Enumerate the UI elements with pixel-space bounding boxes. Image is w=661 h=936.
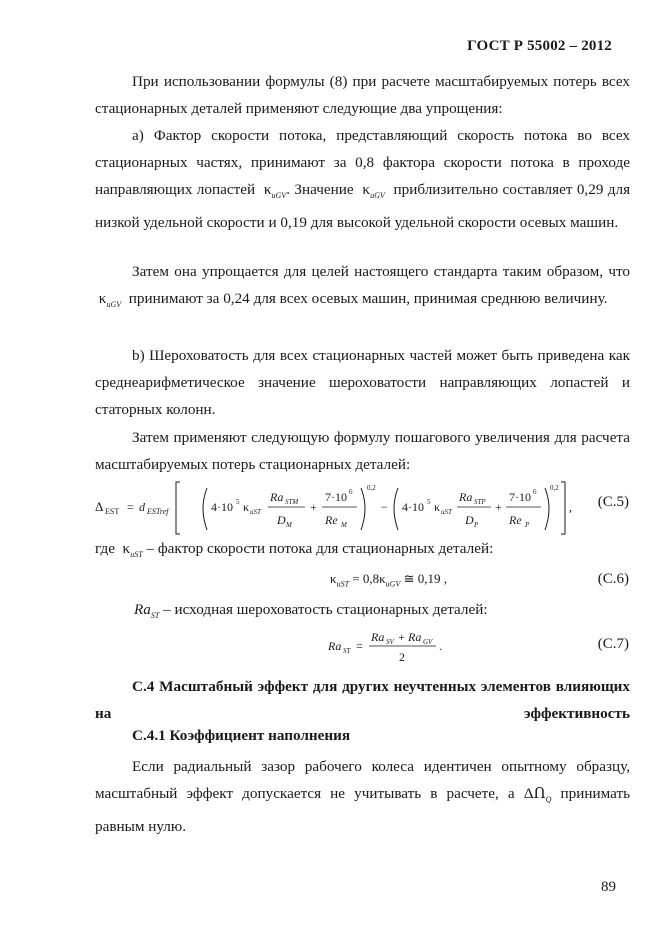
svg-text:SV: SV	[386, 638, 394, 646]
item-a-text-2: . Значение	[286, 181, 354, 198]
item-a-text-3: приблизительно составляет 0,29 для низкой удельной скорости и 0,19 для высокой удельной скорости осевых машин.	[95, 181, 631, 232]
svg-text:Ra: Ra	[270, 490, 284, 504]
svg-text:+: +	[495, 500, 502, 514]
svg-text:M: M	[286, 521, 292, 529]
svg-text:0,2: 0,2	[550, 484, 559, 492]
paragraph-fill-factor: Если радиальный зазор рабочего колеса идентичен опытному образцу, масштабный эффект допускается не учитывать в расчете, а ΔՈ$_Q$ принимать равным нулю.	[95, 758, 631, 836]
svg-text:4·10: 4·10	[211, 500, 233, 514]
svg-text:5: 5	[427, 498, 431, 506]
formula-c6: $\kappa_{uST} = 0,8\kappa_{uGV}$ ≅ 0,19 ,	[330, 571, 447, 589]
svg-text:Ra: Ra	[371, 630, 385, 644]
svg-text:Re: Re	[509, 513, 522, 527]
svg-text:κ: κ	[243, 500, 250, 514]
svg-text:Δ: Δ	[95, 499, 104, 514]
equation-number-c5: (С.5)	[597, 494, 629, 510]
svg-text:Re: Re	[325, 513, 338, 527]
svg-text:D: D	[465, 513, 474, 527]
kappa-ugv-symbol-2: $\kappa_{uGV}$	[362, 181, 385, 201]
page-number: 89	[601, 879, 616, 895]
ra-st-symbol: $Ra_{ST}$	[134, 601, 160, 621]
svg-text:5: 5	[236, 498, 240, 506]
svg-text:EST: EST	[105, 507, 120, 516]
svg-text:Ra: Ra	[459, 490, 473, 504]
simplification-text-1: Затем она упрощается для целей настоящего стандарта таким образом, что	[132, 263, 630, 280]
svg-text:κ: κ	[434, 500, 441, 514]
svg-text:uST: uST	[441, 508, 452, 516]
formula-c5	[95, 478, 575, 540]
definition-ra-st: $Ra_{ST}$ – исходная шероховатость стационарных деталей:	[134, 601, 488, 621]
kappa-ugv-symbol-3: $\kappa_{uGV}$	[98, 290, 122, 310]
svg-text:D: D	[277, 513, 286, 527]
svg-text:P: P	[525, 521, 530, 529]
svg-text:−: −	[381, 500, 388, 514]
svg-text:STP: STP	[474, 498, 486, 506]
svg-text:7·10: 7·10	[325, 490, 347, 504]
simplification-text-2: принимают за 0,24 для всех осевых машин, принимая среднюю величину.	[128, 290, 608, 307]
svg-text:+: +	[310, 500, 317, 514]
svg-text:Ra: Ra	[328, 639, 342, 653]
paragraph-formula-intro: Затем применяют следующую формулу пошагового увеличения для расчета масштабируемых потерь стационарных деталей:	[95, 429, 630, 473]
svg-text:0,2: 0,2	[367, 484, 376, 492]
paragraph-item-b: b) Шероховатость для всех стационарных частей может быть приведена как среднеарифметическое значение шероховатости направляющих лопастей и статорных колонн.	[95, 347, 630, 418]
svg-text:=: =	[127, 500, 134, 514]
svg-text:7·10: 7·10	[509, 490, 531, 504]
svg-text:4·10: 4·10	[402, 500, 424, 514]
svg-text:ST: ST	[343, 647, 351, 655]
svg-text:d: d	[139, 500, 145, 514]
svg-text:Ra: Ra	[408, 630, 422, 644]
equation-number-c6: (С.6)	[597, 571, 629, 587]
svg-text:ESTref: ESTref	[147, 507, 169, 516]
c7-denominator: 2	[399, 650, 405, 664]
svg-text:6: 6	[349, 488, 353, 496]
definition-kappa-ust: где $\kappa_{uST}$ – фактор скорости потока для стационарных деталей:	[95, 540, 494, 560]
svg-text:M: M	[341, 521, 347, 529]
formula-c7	[328, 626, 468, 668]
section-heading-c4: С.4 Масштабный эффект для других неучтенных элементов влияющих на эффективность	[95, 678, 630, 722]
svg-text:P: P	[474, 521, 479, 529]
svg-text:6: 6	[533, 488, 537, 496]
svg-text:GV: GV	[423, 638, 433, 646]
section-heading-c41: С.4.1 Коэффициент наполнения	[132, 727, 351, 744]
paragraph-simplifications-intro: При использовании формулы (8) при расчете масштабируемых потерь всех стационарных деталей применяют следующие два упрощения:	[95, 73, 630, 117]
kappa-ugv-symbol: $\kappa_{uGV}$	[263, 181, 287, 201]
svg-text:uST: uST	[250, 508, 261, 516]
svg-text:=: =	[356, 639, 363, 653]
kappa-ust-symbol: $\kappa_{uST}$	[122, 540, 143, 560]
svg-text:STM: STM	[285, 498, 299, 506]
svg-text:,: ,	[569, 500, 572, 514]
equation-number-c7: (С.7)	[597, 636, 629, 652]
svg-text:+: +	[398, 630, 405, 644]
document-header: ГОСТ Р 55002 – 2012	[467, 38, 612, 54]
svg-text:.: .	[439, 639, 442, 653]
paragraph-item-a	[95, 122, 630, 236]
item-a-text-1: а) Фактор скорости потока, представляющий скорость потока во всех стационарных частях, принимают за 0,8 фактора скорости потока в проходе направляющих лопастей	[95, 127, 630, 198]
paragraph-simplification-result	[95, 258, 630, 318]
